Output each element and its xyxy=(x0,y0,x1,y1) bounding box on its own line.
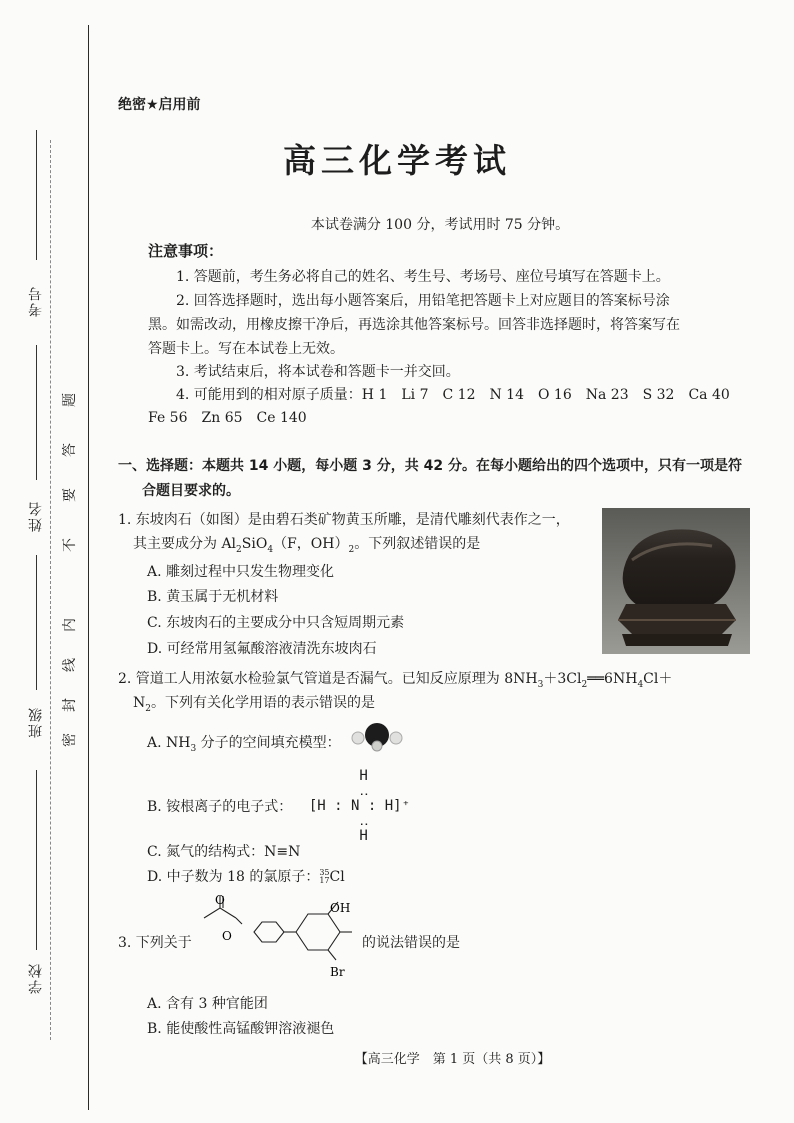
seal-char: 线 xyxy=(62,658,78,672)
field-exam-number: 考号 xyxy=(28,285,44,317)
margin-dash-line xyxy=(50,140,51,1040)
svg-text:OH: OH xyxy=(330,901,351,915)
svg-text:O: O xyxy=(215,893,225,907)
q2-option-d: D. 中子数为 18 的氯原子：35 17Cl xyxy=(147,868,345,885)
svg-text:Br: Br xyxy=(330,965,345,979)
section-heading: 一、选择题：本题共 14 小题，每小题 3 分，共 42 分。在每小题给出的四个选项中，只有一项是符 xyxy=(118,458,742,474)
q3-structural-formula xyxy=(190,892,360,982)
q3-stem-pre: 3. 下列关于 xyxy=(118,935,192,951)
q1-option-c: C. 东坡肉石的主要成分中只含短周期元素 xyxy=(147,615,405,631)
name-fill-line xyxy=(36,345,37,480)
q2-option-a: A. $NH_3$ 分子的空间填充模型： xyxy=(147,735,341,754)
seal-char: 要 xyxy=(62,488,78,502)
seal-char: 答 xyxy=(62,443,78,457)
q2-stem-cont: $N_2$。下列有关化学用语的表示错误的是 xyxy=(133,695,375,714)
seal-char: 密 xyxy=(62,733,78,747)
field-name: 姓名 xyxy=(28,500,44,532)
field-school: 学校 xyxy=(28,962,44,994)
school-fill-line xyxy=(36,770,37,950)
q2-stem: 2. 管道工人用浓氨水检验氯气管道是否漏气。已知反应原理为 $8NH_3+3Cl_2══6NH_4Cl+$ xyxy=(118,671,673,690)
notice-item: 答题卡上。写在本试卷上无效。 xyxy=(148,341,344,357)
exam-info: 本试卷满分 100 分，考试用时 75 分钟。 xyxy=(310,217,570,233)
notice-item: Fe 56 Zn 65 Ce 140 xyxy=(148,410,307,426)
q3-option-b: B. 能使酸性高锰酸钾溶液褪色 xyxy=(147,1021,335,1037)
q1-stem-formula: 其主要成分为 $Al_2SiO_4(F$，$OH)_2$。下列叙述错误的是 xyxy=(133,536,481,555)
page-footer: 【高三化学 第 1 页（共 8 页）】 xyxy=(354,1052,551,1067)
confidential-mark: 绝密★启用前 xyxy=(118,97,201,113)
q2-option-c: C. 氮气的结构式：N≡N xyxy=(147,844,301,860)
notice-item: 4. 可能用到的相对原子质量：H 1 Li 7 C 12 N 14 O 16 Na 23 S 32 Ca 40 xyxy=(176,387,730,403)
q3-option-a: A. 含有 3 种官能团 xyxy=(147,996,268,1012)
q3-stem-post: 的说法错误的是 xyxy=(362,935,460,951)
q1-stem: 1. 东坡肉石（如图）是由碧石类矿物黄玉所雕，是清代雕刻代表作之一， xyxy=(118,512,570,528)
q1-option-a: A. 雕刻过程中只发生物理变化 xyxy=(147,564,335,580)
field-class: 班级 xyxy=(28,706,44,738)
section-heading-cont: 合题目要求的。 xyxy=(142,483,240,499)
q1-option-d: D. 可经常用氢氟酸溶液清洗东坡肉石 xyxy=(147,641,377,657)
notice-item: 2. 回答选择题时，选出每小题答案后，用铅笔把答题卡上对应题目的答案标号涂 xyxy=(176,293,670,309)
seal-char: 题 xyxy=(62,393,78,407)
page-title: 高三化学考试 xyxy=(283,141,511,180)
margin-border-line xyxy=(88,25,89,1110)
seal-char: 不 xyxy=(62,538,78,552)
svg-text:O: O xyxy=(222,929,232,943)
notice-item: 1. 答题前，考生务必将自己的姓名、考生号、考场号、座位号填写在答题卡上。 xyxy=(176,269,670,285)
dongpo-stone-photo xyxy=(602,508,750,654)
notice-item: 3. 考试结束后，将本试卷和答题卡一并交回。 xyxy=(176,364,460,380)
nh3-space-filling-model xyxy=(344,720,410,752)
notice-item: 黑。如需改动，用橡皮擦干净后，再选涂其他答案标号。回答非选择题时，将答案写在 xyxy=(148,317,680,333)
q1-option-b: B. 黄玉属于无机材料 xyxy=(147,589,279,605)
notice-heading: 注意事项： xyxy=(148,242,224,260)
seal-char: 内 xyxy=(62,618,78,632)
class-fill-line xyxy=(36,555,37,690)
seal-char: 封 xyxy=(62,698,78,712)
q2-option-b: B. 铵根离子的电子式： xyxy=(147,799,293,815)
ammonium-electron-formula: H ‥ [H : N : H]⁺ ‥ H xyxy=(308,768,411,844)
